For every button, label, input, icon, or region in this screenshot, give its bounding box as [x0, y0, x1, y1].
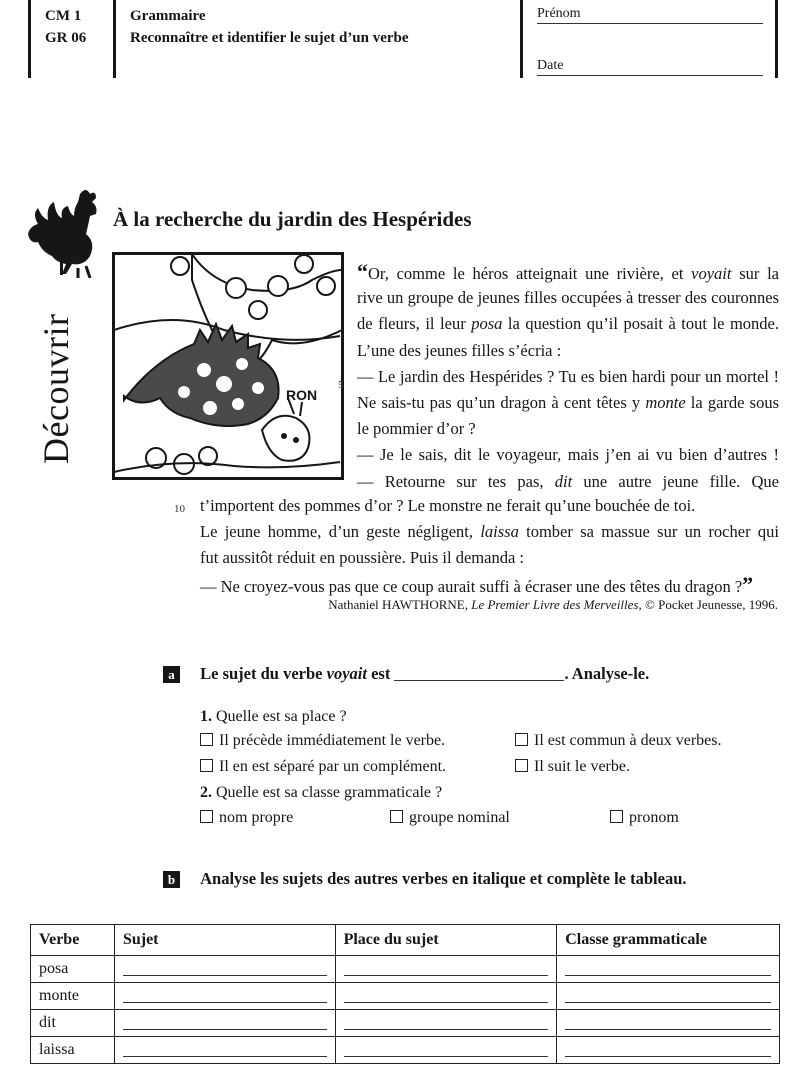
- place-answer[interactable]: [335, 983, 557, 1010]
- passage-line: [357, 259, 779, 287]
- date-label: Date: [537, 58, 564, 73]
- column-header: Verbe: [31, 925, 115, 956]
- passage-text: Or, comme le héros atteignait une rivière, et: [368, 264, 692, 283]
- class-answer[interactable]: [557, 956, 780, 983]
- header-divider: [520, 0, 523, 78]
- subject-answer[interactable]: [114, 983, 335, 1010]
- passage-text: — Ne croyez-vous pas que ce coup aurait suffi à écraser une des têtes du dragon ?: [200, 576, 743, 596]
- dragon-illustration: [112, 252, 344, 480]
- passage-text: une autre jeune fille. Que: [572, 471, 779, 491]
- passage-text: — Je le sais, dit le voyageur, mais j’en ai vu bien d’autres !: [357, 445, 779, 465]
- class-answer[interactable]: [557, 983, 780, 1010]
- header-divider: [775, 0, 778, 78]
- subject-label: Grammaire: [130, 8, 206, 24]
- subject-answer-line[interactable]: [394, 680, 564, 681]
- lesson-code: GR 06: [45, 30, 87, 46]
- option-nom-propre[interactable]: nom propre: [200, 809, 293, 827]
- passage-text: L’une des jeunes filles s’écria :: [357, 340, 562, 360]
- line-number: 10: [174, 503, 185, 515]
- date-line: [537, 75, 763, 76]
- passage-text: Le jeune homme, d’un geste négligent,: [200, 522, 481, 542]
- table-row: [31, 983, 780, 1010]
- passage-text: sur la: [731, 264, 779, 283]
- option-groupe-nominal[interactable]: groupe nominal: [390, 809, 510, 827]
- passage-line: [200, 493, 779, 519]
- question-1: 1. Quelle est sa place ?: [200, 708, 347, 725]
- source-author: Nathaniel HAWTHORNE,: [328, 597, 468, 612]
- italic-verb: voyait: [691, 264, 732, 283]
- option-precede[interactable]: Il précède immédiatement le verbe.: [200, 732, 445, 750]
- passage-text: — Le jardin des Hespérides ? Tu es bien hardi pour un mortel !: [357, 366, 779, 386]
- passage-line: [357, 338, 779, 364]
- italic-verb: dit: [554, 471, 573, 491]
- verb-cell: laissa: [31, 1037, 115, 1064]
- header-divider: [28, 0, 31, 78]
- level-label: CM 1: [45, 8, 82, 24]
- table-row: [31, 956, 780, 983]
- firstname-label: Prénom: [537, 6, 581, 21]
- passage-line: [357, 390, 779, 416]
- option-pronom[interactable]: pronom: [610, 809, 679, 827]
- passage-text: la question qu’il posait à tout le monde.: [502, 314, 779, 334]
- column-header: Place du sujet: [335, 925, 557, 956]
- italic-verb: posa: [471, 314, 503, 334]
- exercise-b-badge: b: [163, 871, 180, 888]
- table-row: [31, 1037, 780, 1064]
- passage-text: fut aussitôt réduit en poussière. Puis il demanda :: [200, 548, 524, 568]
- passage-line: [357, 364, 779, 390]
- checkbox[interactable]: [200, 733, 213, 746]
- subject-answer[interactable]: [114, 1010, 335, 1037]
- verb-cell: posa: [31, 956, 115, 983]
- illustration-signature: RON: [286, 387, 318, 403]
- text-title: À la recherche du jardin des Hespérides: [113, 207, 472, 231]
- place-answer[interactable]: [335, 956, 557, 983]
- line-number: 5: [338, 379, 344, 391]
- passage-line: [357, 311, 779, 337]
- option-commun[interactable]: Il est commun à deux verbes.: [515, 732, 722, 750]
- passage-text: t’importent des pommes d’or ? Le monstre ne ferait qu’une bouchée de toi.: [200, 496, 696, 515]
- passage-text: le pommier d’or ?: [357, 419, 476, 439]
- verb-cell: monte: [31, 983, 115, 1010]
- passage-text: tomber sa massue sur un rocher qui: [518, 522, 779, 542]
- section-label: Découvrir: [36, 313, 76, 464]
- passage-line: [200, 545, 779, 571]
- passage-line: [357, 469, 779, 495]
- place-answer[interactable]: [335, 1010, 557, 1037]
- exercise-a-badge: a: [163, 666, 180, 683]
- passage-text: Ne sais-tu pas qu’un dragon à cent têtes y: [357, 393, 646, 412]
- subject-answer[interactable]: [114, 956, 335, 983]
- question-2: 2. Quelle est sa classe grammaticale ?: [200, 784, 443, 801]
- checkbox[interactable]: [200, 810, 213, 823]
- passage-text: — Retourne sur tes pas,: [357, 471, 555, 491]
- close-quote: ”: [742, 571, 754, 597]
- column-header: Sujet: [114, 925, 335, 956]
- option-suit[interactable]: Il suit le verbe.: [515, 758, 630, 776]
- checkbox[interactable]: [200, 759, 213, 772]
- firstname-field[interactable]: [537, 4, 763, 22]
- exercise-a-prompt: a Le sujet du verbe voyait est . Analyse-le.: [163, 664, 649, 684]
- checkbox[interactable]: [515, 733, 528, 746]
- source-book: Le Premier Livre des Merveilles,: [471, 597, 642, 612]
- date-field[interactable]: [537, 56, 763, 74]
- checkbox[interactable]: [390, 810, 403, 823]
- verb-cell: dit: [31, 1010, 115, 1037]
- source-publisher: © Pocket Jeunesse, 1996.: [645, 597, 778, 612]
- header-divider: [113, 0, 116, 78]
- class-answer[interactable]: [557, 1010, 780, 1037]
- open-quote: “: [357, 259, 368, 284]
- passage-line: [357, 285, 779, 311]
- column-header: Classe grammaticale: [557, 925, 780, 956]
- italic-verb: laissa: [480, 522, 519, 542]
- passage-text: de fleurs, il leur: [357, 314, 472, 334]
- exercise-b-prompt: b Analyse les sujets des autres verbes en italique et complète le tableau.: [163, 869, 687, 889]
- class-answer[interactable]: [557, 1037, 780, 1064]
- checkbox[interactable]: [610, 810, 623, 823]
- option-separe[interactable]: Il en est séparé par un complément.: [200, 758, 446, 776]
- italic-verb: monte: [645, 393, 686, 412]
- analysis-table: [30, 924, 780, 1064]
- subject-answer[interactable]: [114, 1037, 335, 1064]
- passage-line: [357, 442, 779, 468]
- passage-line: [200, 572, 779, 600]
- lesson-title: Reconnaître et identifier le sujet d’un verbe: [130, 30, 409, 46]
- passage-line: [200, 519, 779, 545]
- table-row: [31, 1010, 780, 1037]
- place-answer[interactable]: [335, 1037, 557, 1064]
- source-citation: [328, 597, 778, 613]
- passage-line: [357, 416, 779, 442]
- passage-text: la garde sous: [685, 393, 779, 412]
- firstname-line: [537, 23, 763, 24]
- checkbox[interactable]: [515, 759, 528, 772]
- passage-text: rive un groupe de jeunes filles occupées à tresser des couronnes: [357, 288, 779, 308]
